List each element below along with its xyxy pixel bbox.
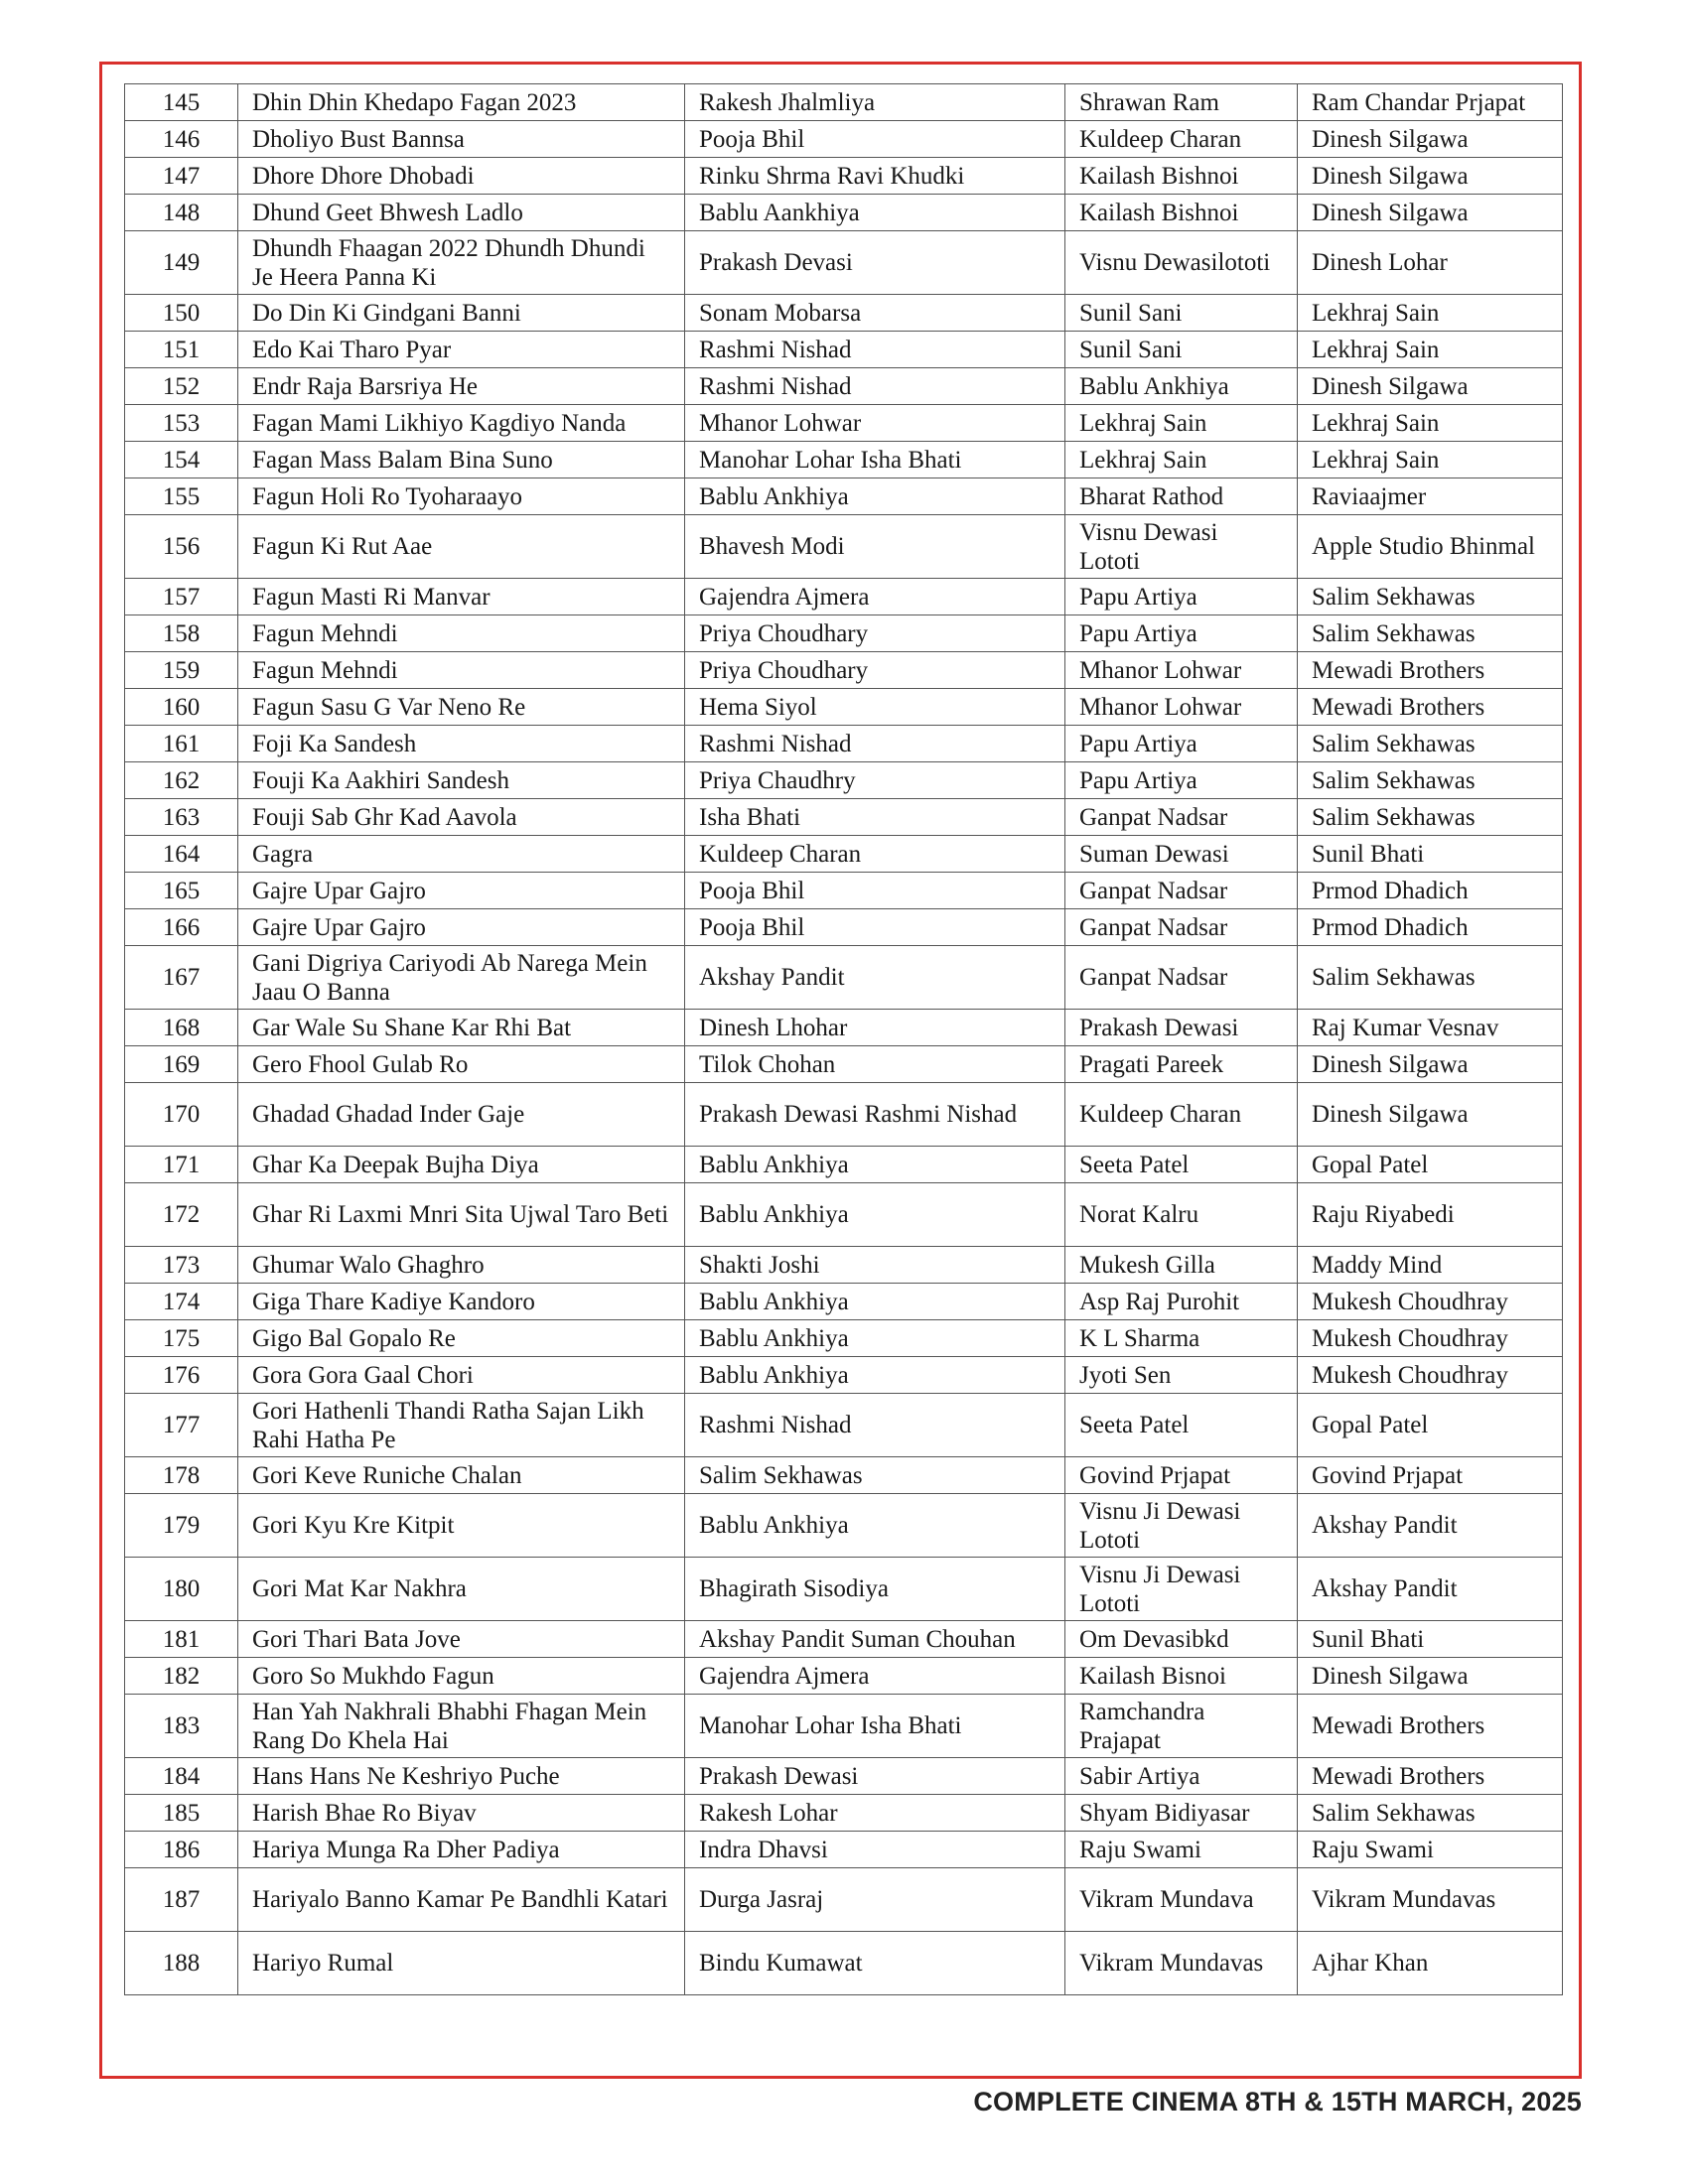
music-director-cell: Lekhraj Sain [1298,442,1563,478]
song-title-cell: Dhin Dhin Khedapo Fagan 2023 [238,84,685,121]
song-title-cell: Fagun Masti Ri Manvar [238,579,685,615]
song-title-cell: Fagun Sasu G Var Neno Re [238,689,685,726]
lyricist-cell: Mukesh Gilla [1065,1247,1298,1284]
table-row [125,158,1563,195]
song-title-cell: Gagra [238,836,685,873]
lyricist-cell: Sunil Sani [1065,332,1298,368]
table-row [125,762,1563,799]
song-title-cell: Gori Kyu Kre Kitpit [238,1494,685,1558]
table-row [125,1621,1563,1658]
lyricist-cell: Kailash Bishnoi [1065,158,1298,195]
table-row [125,1394,1563,1457]
row-number-cell: 154 [125,442,238,478]
song-title-cell: Gori Mat Kar Nakhra [238,1558,685,1621]
song-title-cell: Edo Kai Tharo Pyar [238,332,685,368]
song-title-cell: Gori Thari Bata Jove [238,1621,685,1658]
song-title-cell: Ghumar Walo Ghaghro [238,1247,685,1284]
music-director-cell: Akshay Pandit [1298,1558,1563,1621]
singer-cell: Pooja Bhil [685,873,1065,909]
singer-cell: Bablu Ankhiya [685,478,1065,515]
song-title-cell: Ghar Ri Laxmi Mnri Sita Ujwal Taro Beti [238,1183,685,1247]
row-number-cell: 163 [125,799,238,836]
table-row [125,1046,1563,1083]
lyricist-cell: Ganpat Nadsar [1065,946,1298,1010]
row-number-cell: 148 [125,195,238,231]
lyricist-cell: Bablu Ankhiya [1065,368,1298,405]
row-number-cell: 180 [125,1558,238,1621]
table-row [125,799,1563,836]
music-director-cell: Mukesh Choudhray [1298,1320,1563,1357]
music-director-cell: Gopal Patel [1298,1394,1563,1457]
music-director-cell: Mewadi Brothers [1298,652,1563,689]
lyricist-cell: Pragati Pareek [1065,1046,1298,1083]
singer-cell: Akshay Pandit [685,946,1065,1010]
music-director-cell: Mewadi Brothers [1298,1695,1563,1758]
lyricist-cell: Om Devasibkd [1065,1621,1298,1658]
lyricist-cell: Papu Artiya [1065,726,1298,762]
song-title-cell: Foji Ka Sandesh [238,726,685,762]
row-number-cell: 170 [125,1083,238,1147]
music-director-cell: Mukesh Choudhray [1298,1284,1563,1320]
singer-cell: Bhavesh Modi [685,515,1065,579]
lyricist-cell: Sabir Artiya [1065,1758,1298,1795]
table-row [125,1010,1563,1046]
row-number-cell: 162 [125,762,238,799]
music-director-cell: Mewadi Brothers [1298,1758,1563,1795]
lyricist-cell: Vikram Mundavas [1065,1932,1298,1995]
footer-issue-label: COMPLETE CINEMA 8TH & 15TH MARCH, 2025 [973,2087,1582,2116]
singer-cell: Bablu Ankhiya [685,1147,1065,1183]
row-number-cell: 181 [125,1621,238,1658]
music-director-cell: Prmod Dhadich [1298,909,1563,946]
singer-cell: Rashmi Nishad [685,726,1065,762]
song-title-cell: Gani Digriya Cariyodi Ab Narega Mein Jaau O Banna [238,946,685,1010]
music-director-cell: Salim Sekhawas [1298,799,1563,836]
singer-cell: Mhanor Lohwar [685,405,1065,442]
song-credits-table-body [125,84,1563,1995]
song-title-cell: Hariyo Rumal [238,1932,685,1995]
music-director-cell: Dinesh Lohar [1298,231,1563,295]
row-number-cell: 184 [125,1758,238,1795]
table-row [125,1658,1563,1695]
row-number-cell: 158 [125,615,238,652]
music-director-cell: Dinesh Silgawa [1298,368,1563,405]
song-title-cell: Fagan Mami Likhiyo Kagdiyo Nanda [238,405,685,442]
row-number-cell: 175 [125,1320,238,1357]
row-number-cell: 177 [125,1394,238,1457]
music-director-cell: Dinesh Silgawa [1298,158,1563,195]
singer-cell: Priya Choudhary [685,615,1065,652]
music-director-cell: Akshay Pandit [1298,1494,1563,1558]
song-title-cell: Endr Raja Barsriya He [238,368,685,405]
row-number-cell: 176 [125,1357,238,1394]
table-row [125,689,1563,726]
song-title-cell: Goro So Mukhdo Fagun [238,1658,685,1695]
table-row [125,1083,1563,1147]
row-number-cell: 159 [125,652,238,689]
music-director-cell: Ram Chandar Prjapat [1298,84,1563,121]
row-number-cell: 153 [125,405,238,442]
song-title-cell: Gigo Bal Gopalo Re [238,1320,685,1357]
table-row [125,1183,1563,1247]
music-director-cell: Salim Sekhawas [1298,615,1563,652]
song-title-cell: Ghar Ka Deepak Bujha Diya [238,1147,685,1183]
lyricist-cell: Asp Raj Purohit [1065,1284,1298,1320]
song-title-cell: Hans Hans Ne Keshriyo Puche [238,1758,685,1795]
row-number-cell: 156 [125,515,238,579]
singer-cell: Indra Dhavsi [685,1832,1065,1868]
table-row [125,1558,1563,1621]
music-director-cell: Prmod Dhadich [1298,873,1563,909]
table-row [125,1147,1563,1183]
song-title-cell: Harish Bhae Ro Biyav [238,1795,685,1832]
music-director-cell: Gopal Patel [1298,1147,1563,1183]
row-number-cell: 171 [125,1147,238,1183]
row-number-cell: 161 [125,726,238,762]
music-director-cell: Dinesh Silgawa [1298,195,1563,231]
singer-cell: Rinku Shrma Ravi Khudki [685,158,1065,195]
lyricist-cell: Visnu Ji Dewasi Lototi [1065,1558,1298,1621]
row-number-cell: 166 [125,909,238,946]
singer-cell: Gajendra Ajmera [685,1658,1065,1695]
singer-cell: Bhagirath Sisodiya [685,1558,1065,1621]
table-row [125,478,1563,515]
lyricist-cell: Ganpat Nadsar [1065,909,1298,946]
music-director-cell: Salim Sekhawas [1298,579,1563,615]
singer-cell: Manohar Lohar Isha Bhati [685,442,1065,478]
table-row [125,1795,1563,1832]
song-title-cell: Do Din Ki Gindgani Banni [238,295,685,332]
lyricist-cell: Vikram Mundava [1065,1868,1298,1932]
row-number-cell: 174 [125,1284,238,1320]
music-director-cell: Raju Riyabedi [1298,1183,1563,1247]
lyricist-cell: Bharat Rathod [1065,478,1298,515]
table-row [125,1457,1563,1494]
singer-cell: Isha Bhati [685,799,1065,836]
lyricist-cell: Shrawan Ram [1065,84,1298,121]
table-row [125,909,1563,946]
table-row [125,1494,1563,1558]
table-row [125,84,1563,121]
table-row [125,368,1563,405]
song-title-cell: Gajre Upar Gajro [238,873,685,909]
row-number-cell: 150 [125,295,238,332]
table-row [125,1832,1563,1868]
row-number-cell: 151 [125,332,238,368]
lyricist-cell: Seeta Patel [1065,1394,1298,1457]
row-number-cell: 155 [125,478,238,515]
song-title-cell: Dhund Geet Bhwesh Ladlo [238,195,685,231]
song-title-cell: Dholiyo Bust Bannsa [238,121,685,158]
singer-cell: Priya Choudhary [685,652,1065,689]
row-number-cell: 185 [125,1795,238,1832]
singer-cell: Bablu Ankhiya [685,1183,1065,1247]
song-title-cell: Gero Fhool Gulab Ro [238,1046,685,1083]
song-title-cell: Fouji Ka Aakhiri Sandesh [238,762,685,799]
singer-cell: Priya Chaudhry [685,762,1065,799]
table-row [125,1868,1563,1932]
row-number-cell: 168 [125,1010,238,1046]
singer-cell: Prakash Dewasi Rashmi Nishad [685,1083,1065,1147]
lyricist-cell: Papu Artiya [1065,762,1298,799]
singer-cell: Bablu Aankhiya [685,195,1065,231]
singer-cell: Pooja Bhil [685,121,1065,158]
row-number-cell: 186 [125,1832,238,1868]
singer-cell: Rashmi Nishad [685,368,1065,405]
lyricist-cell: Ramchandra Prajapat [1065,1695,1298,1758]
music-director-cell: Sunil Bhati [1298,836,1563,873]
music-director-cell: Salim Sekhawas [1298,726,1563,762]
lyricist-cell: Papu Artiya [1065,615,1298,652]
row-number-cell: 183 [125,1695,238,1758]
lyricist-cell: Mhanor Lohwar [1065,652,1298,689]
lyricist-cell: Sunil Sani [1065,295,1298,332]
table-row [125,873,1563,909]
song-title-cell: Fagun Mehndi [238,652,685,689]
singer-cell: Bablu Ankhiya [685,1284,1065,1320]
row-number-cell: 167 [125,946,238,1010]
music-director-cell: Lekhraj Sain [1298,332,1563,368]
song-title-cell: Dhore Dhore Dhobadi [238,158,685,195]
table-row [125,295,1563,332]
singer-cell: Manohar Lohar Isha Bhati [685,1695,1065,1758]
singer-cell: Rashmi Nishad [685,332,1065,368]
song-title-cell: Fagun Mehndi [238,615,685,652]
table-row [125,1320,1563,1357]
lyricist-cell: Lekhraj Sain [1065,405,1298,442]
singer-cell: Bablu Ankhiya [685,1494,1065,1558]
singer-cell: Salim Sekhawas [685,1457,1065,1494]
lyricist-cell: Kuldeep Charan [1065,121,1298,158]
singer-cell: Bindu Kumawat [685,1932,1065,1995]
lyricist-cell: Suman Dewasi [1065,836,1298,873]
singer-cell: Rashmi Nishad [685,1394,1065,1457]
music-director-cell: Vikram Mundavas [1298,1868,1563,1932]
lyricist-cell: Kailash Bisnoi [1065,1658,1298,1695]
song-title-cell: Fagan Mass Balam Bina Suno [238,442,685,478]
singer-cell: Kuldeep Charan [685,836,1065,873]
song-title-cell: Dhundh Fhaagan 2022 Dhundh Dhundi Je Heera Panna Ki [238,231,685,295]
music-director-cell: Dinesh Silgawa [1298,1046,1563,1083]
table-row [125,1357,1563,1394]
lyricist-cell: Seeta Patel [1065,1147,1298,1183]
lyricist-cell: Visnu Ji Dewasi Lototi [1065,1494,1298,1558]
music-director-cell: Dinesh Silgawa [1298,1658,1563,1695]
music-director-cell: Dinesh Silgawa [1298,121,1563,158]
singer-cell: Sonam Mobarsa [685,295,1065,332]
lyricist-cell: Visnu Dewasi Lototi [1065,515,1298,579]
table-row [125,1932,1563,1995]
row-number-cell: 157 [125,579,238,615]
music-director-cell: Salim Sekhawas [1298,1795,1563,1832]
row-number-cell: 188 [125,1932,238,1995]
music-director-cell: Raju Swami [1298,1832,1563,1868]
singer-cell: Prakash Dewasi [685,1758,1065,1795]
table-row [125,726,1563,762]
singer-cell: Bablu Ankhiya [685,1357,1065,1394]
table-row [125,579,1563,615]
song-title-cell: Gar Wale Su Shane Kar Rhi Bat [238,1010,685,1046]
singer-cell: Rakesh Lohar [685,1795,1065,1832]
row-number-cell: 146 [125,121,238,158]
singer-cell: Durga Jasraj [685,1868,1065,1932]
lyricist-cell: Norat Kalru [1065,1183,1298,1247]
row-number-cell: 187 [125,1868,238,1932]
music-director-cell: Dinesh Silgawa [1298,1083,1563,1147]
table-row [125,1758,1563,1795]
singer-cell: Pooja Bhil [685,909,1065,946]
table-row [125,515,1563,579]
table-row [125,836,1563,873]
table-row [125,405,1563,442]
lyricist-cell: Shyam Bidiyasar [1065,1795,1298,1832]
lyricist-cell: Govind Prjapat [1065,1457,1298,1494]
lyricist-cell: Raju Swami [1065,1832,1298,1868]
music-director-cell: Salim Sekhawas [1298,762,1563,799]
lyricist-cell: Jyoti Sen [1065,1357,1298,1394]
row-number-cell: 182 [125,1658,238,1695]
table-row [125,332,1563,368]
music-director-cell: Raj Kumar Vesnav [1298,1010,1563,1046]
table-row [125,231,1563,295]
lyricist-cell: Prakash Dewasi [1065,1010,1298,1046]
singer-cell: Rakesh Jhalmliya [685,84,1065,121]
music-director-cell: Apple Studio Bhinmal [1298,515,1563,579]
song-title-cell: Hariyalo Banno Kamar Pe Bandhli Katari [238,1868,685,1932]
row-number-cell: 149 [125,231,238,295]
singer-cell: Akshay Pandit Suman Chouhan [685,1621,1065,1658]
lyricist-cell: Kuldeep Charan [1065,1083,1298,1147]
table-row [125,1284,1563,1320]
row-number-cell: 164 [125,836,238,873]
song-title-cell: Ghadad Ghadad Inder Gaje [238,1083,685,1147]
lyricist-cell: Ganpat Nadsar [1065,799,1298,836]
row-number-cell: 172 [125,1183,238,1247]
singer-cell: Shakti Joshi [685,1247,1065,1284]
song-title-cell: Fagun Holi Ro Tyoharaayo [238,478,685,515]
singer-cell: Tilok Chohan [685,1046,1065,1083]
music-director-cell: Mukesh Choudhray [1298,1357,1563,1394]
table-row [125,946,1563,1010]
lyricist-cell: K L Sharma [1065,1320,1298,1357]
song-title-cell: Han Yah Nakhrali Bhabhi Fhagan Mein Rang Do Khela Hai [238,1695,685,1758]
music-director-cell: Salim Sekhawas [1298,946,1563,1010]
row-number-cell: 178 [125,1457,238,1494]
singer-cell: Bablu Ankhiya [685,1320,1065,1357]
music-director-cell: Lekhraj Sain [1298,405,1563,442]
row-number-cell: 147 [125,158,238,195]
table-row [125,195,1563,231]
table-row [125,121,1563,158]
music-director-cell: Maddy Mind [1298,1247,1563,1284]
song-title-cell: Fouji Sab Ghr Kad Aavola [238,799,685,836]
song-title-cell: Gori Keve Runiche Chalan [238,1457,685,1494]
table-row [125,442,1563,478]
table-row [125,615,1563,652]
singer-cell: Prakash Devasi [685,231,1065,295]
row-number-cell: 169 [125,1046,238,1083]
song-credits-table [124,83,1563,1995]
table-row [125,1695,1563,1758]
singer-cell: Dinesh Lhohar [685,1010,1065,1046]
music-director-cell: Govind Prjapat [1298,1457,1563,1494]
music-director-cell: Sunil Bhati [1298,1621,1563,1658]
row-number-cell: 165 [125,873,238,909]
table-row [125,1247,1563,1284]
row-number-cell: 179 [125,1494,238,1558]
table-row [125,652,1563,689]
song-title-cell: Gori Hathenli Thandi Ratha Sajan Likh Rahi Hatha Pe [238,1394,685,1457]
row-number-cell: 173 [125,1247,238,1284]
lyricist-cell: Papu Artiya [1065,579,1298,615]
lyricist-cell: Ganpat Nadsar [1065,873,1298,909]
row-number-cell: 160 [125,689,238,726]
row-number-cell: 152 [125,368,238,405]
singer-cell: Hema Siyol [685,689,1065,726]
lyricist-cell: Visnu Dewasilototi [1065,231,1298,295]
song-title-cell: Hariya Munga Ra Dher Padiya [238,1832,685,1868]
song-title-cell: Gora Gora Gaal Chori [238,1357,685,1394]
song-title-cell: Gajre Upar Gajro [238,909,685,946]
lyricist-cell: Lekhraj Sain [1065,442,1298,478]
music-director-cell: Lekhraj Sain [1298,295,1563,332]
lyricist-cell: Kailash Bishnoi [1065,195,1298,231]
singer-cell: Gajendra Ajmera [685,579,1065,615]
song-title-cell: Fagun Ki Rut Aae [238,515,685,579]
music-director-cell: Mewadi Brothers [1298,689,1563,726]
row-number-cell: 145 [125,84,238,121]
song-title-cell: Giga Thare Kadiye Kandoro [238,1284,685,1320]
music-director-cell: Ajhar Khan [1298,1932,1563,1995]
lyricist-cell: Mhanor Lohwar [1065,689,1298,726]
music-director-cell: Raviaajmer [1298,478,1563,515]
